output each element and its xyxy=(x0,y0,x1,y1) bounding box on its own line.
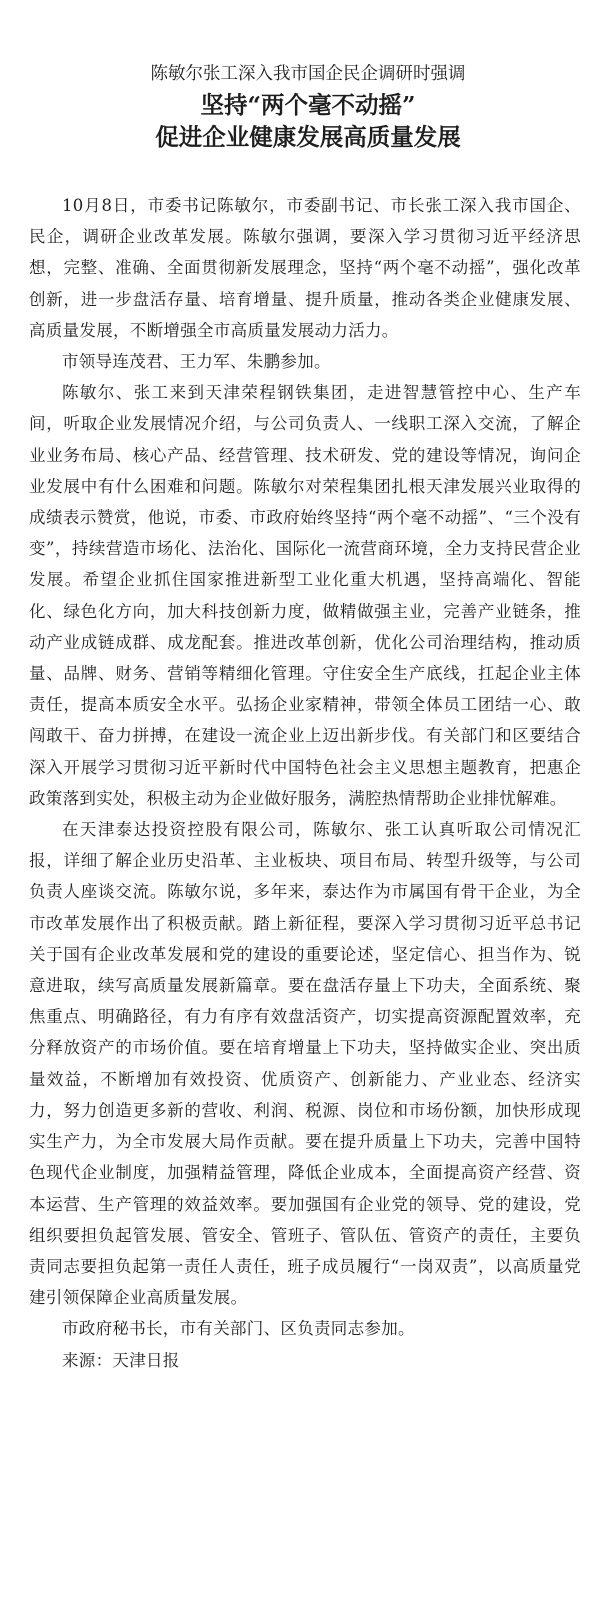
article-source: 来源：天津日报 xyxy=(62,1350,180,1370)
paragraph-2: 市领导连茂君、王力军、朱鹏参加。 xyxy=(62,352,331,372)
paragraph-4: 在天津泰达投资控股有限公司，陈敏尔、张工认真听取公司情况汇报，详细了解企业历史沿革、主业板块、项目布局、转型升级等，与公司负责人座谈交流。陈敏尔说，多年来，泰达作为市属国有骨干企业，为全市改革发展作出了积极贡献。踏上新征程，要深入学习贯彻习近平总书记关于国有企业改革发展和党的建设的重要论述，坚定信心、担当作为、锐意进取，续写高质量发展新篇章。要在盘活存量上下功夫，全面系统、聚焦重点、明确路径，有力有序有效盘活资产，切实提高资源配置效率，充分释放资产的市场价值。要在培育增量上下功夫，坚持做实企业、突出质量效益，不断增加有效投资、优质资产、创新能力、产业业态、经济实力，努力创造更多新的营收、利润、税源、岗位和市场份额，加快形成现实生产力，为全市发展大局作贡献。要在提升质量上下功夫，完善中国特色现代企业制度，加强精益管理，降低企业成本，全面提高资产经营、资本运营、生产管理的效益效率。要加强国有企业党的领导、党的建设，党组织要担负起管发展、管安全、管班子、管队伍、管资产的责任，主要负责同志要担负起第一责任人责任，班子成员履行“一岗双责”，以高质量党建引领保障企业高质量发展。 xyxy=(29,820,581,1308)
article-title-line-1: 坚持“两个毫不动摇” xyxy=(200,91,416,119)
paragraph-3: 陈敏尔、张工来到天津荣程钢铁集团，走进智慧管控中心、生产车间，听取企业发展情况介绍，与公司负责人、一线职工深入交流，了解企业业务布局、核心产品、经营管理、技术研发、党的建设等情况，询问企业发展中有什么困难和问题。陈敏尔对荣程集团扎根天津发展兴业取得的成绩表示赞赏，他说，市委、市政府始终坚持“两个毫不动摇”、“三个没有变”，持续营造市场化、法治化、国际化一流营商环境，全力支持民营企业发展。希望企业抓住国家推进新型工业化重大机遇，坚持高端化、智能化、绿色化方向，加大科技创新力度，做精做强主业，完善产业链条，推动产业成链成群、成龙配套。推进改革创新，优化公司治理结构，推动质量、品牌、财务、营销等精细化管理。守住安全生产底线，扛起企业主体责任，提高本质安全水平。弘扬企业家精神，带领全体员工团结一心、敢闯敢干、奋力拼搏，在建设一流企业上迈出新步伐。有关部门和区要结合深入开展学习贯彻习近平新时代中国特色社会主义思想主题教育，把惠企政策落到实处，积极主动为企业做好服务，满腔热情帮助企业排忧解难。 xyxy=(29,383,581,808)
article-body xyxy=(29,190,581,1376)
paragraph-5: 市政府秘书长，市有关部门、区负责同志参加。 xyxy=(62,1319,415,1339)
article-title-line-2: 促进企业健康发展高质量发展 xyxy=(155,123,461,151)
paragraph-1: 10月8日，市委书记陈敏尔，市委副书记、市长张工深入我市国企、民企，调研企业改革发展。陈敏尔强调，要深入学习贯彻习近平经济思想，完整、准确、全面贯彻新发展理念，坚持“两个毫不动摇”，强化改革创新，进一步盘活存量、培育增量、提升质量，推动各类企业健康发展、高质量发展，不断增强全市高质量发展动力活力。 xyxy=(29,196,581,340)
article-kicker: 陈敏尔张工深入我市国企民企调研时强调 xyxy=(150,64,466,84)
